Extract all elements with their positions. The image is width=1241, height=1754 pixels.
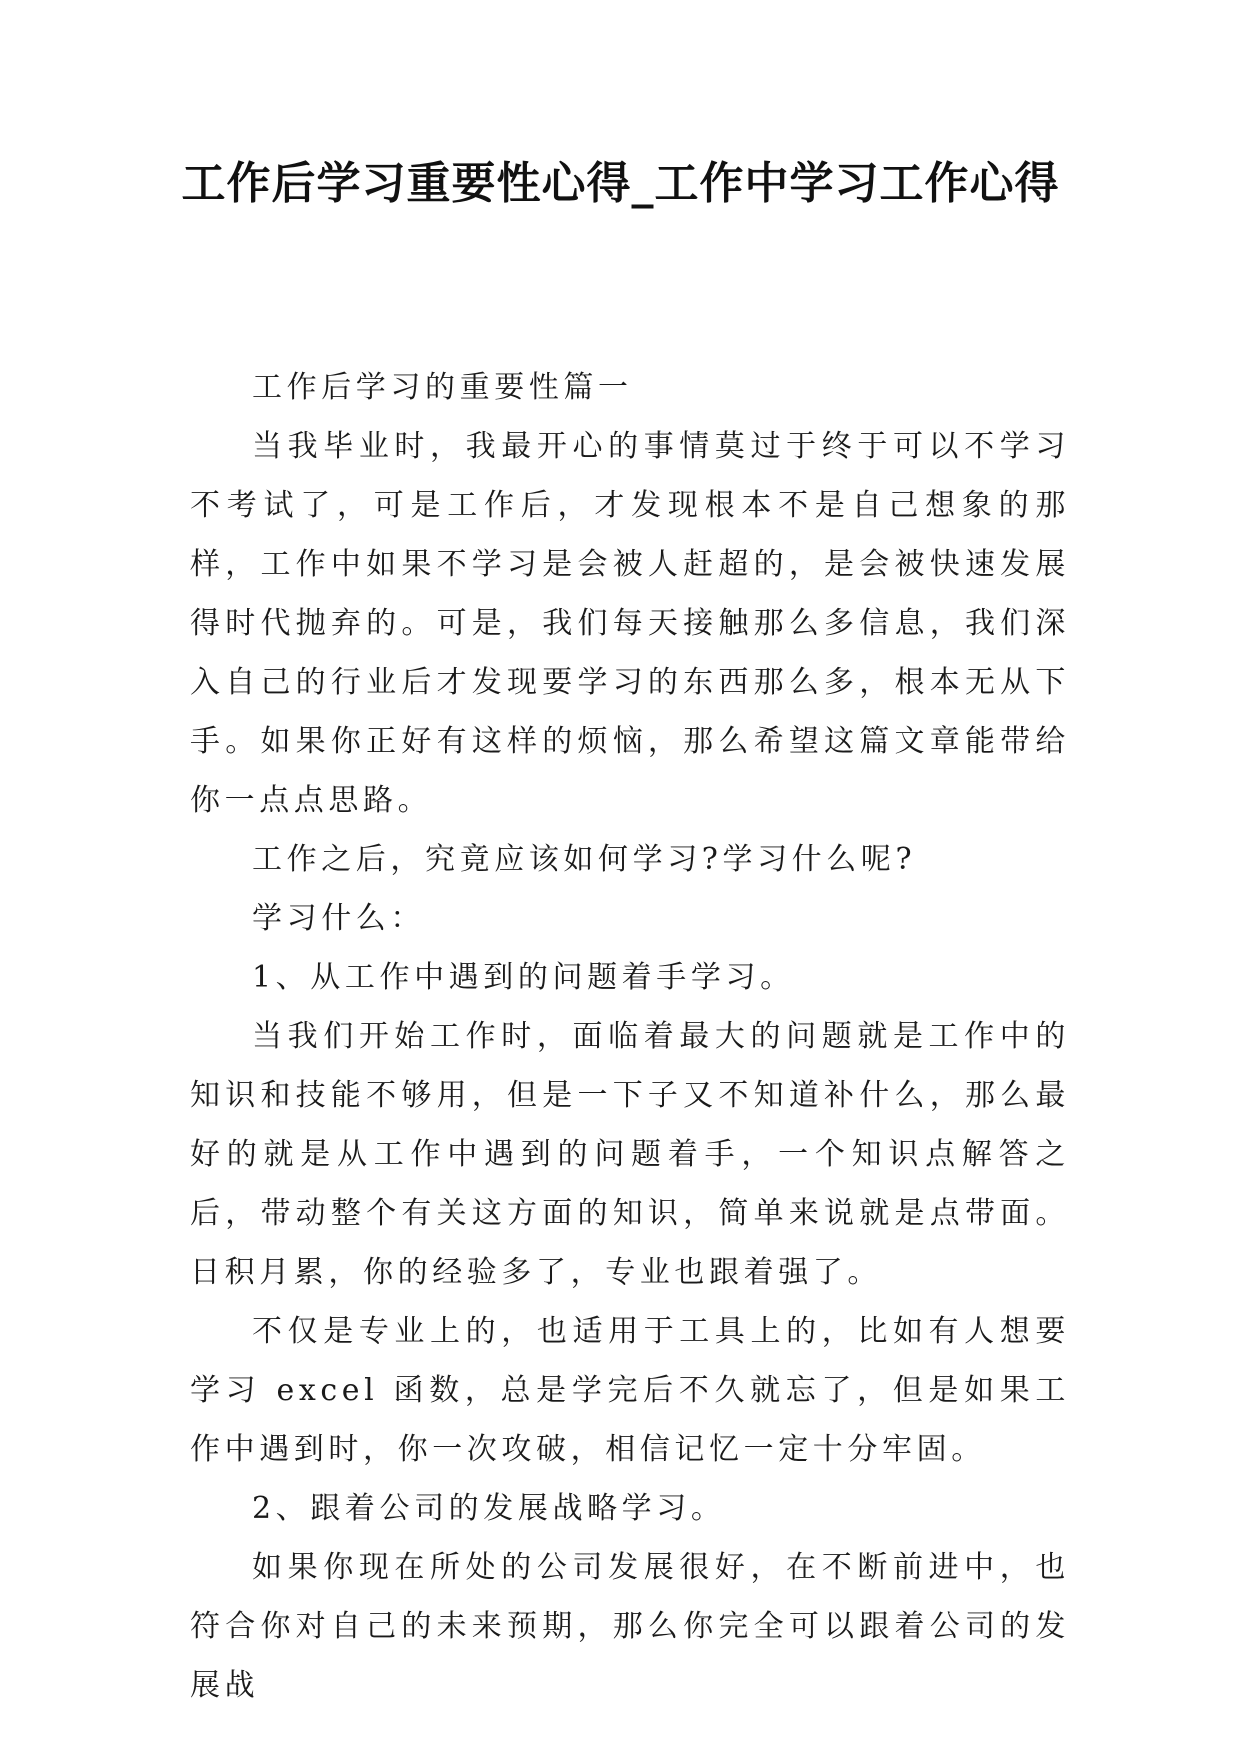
paragraph: 工作之后，究竟应该如何学习?学习什么呢? (252, 842, 917, 877)
paragraph: 不仅是专业上的，也适用于工具上的，比如有人想要学习 excel 函数，总是学完后不久就忘了，但是如果工作中遇到时，你一次攻破，相信记忆一定十分牢固。 (190, 1314, 1070, 1467)
list-heading: 1、从工作中遇到的问题着手学习。 (252, 960, 795, 995)
document-body (190, 358, 1070, 1715)
section-heading: 工作后学习的重要性篇一 (252, 370, 633, 405)
paragraph: 当我毕业时，我最开心的事情莫过于终于可以不学习不考试了，可是工作后，才发现根本不是自己想象的那样，工作中如果不学习是会被人赶超的，是会被快速发展得时代抛弃的。可是，我们每天接触那么多信息，我们深入自己的行业后才发现要学习的东西那么多，根本无从下手。如果你正好有这样的烦恼，那么希望这篇文章能带给你一点点思路。 (190, 429, 1070, 818)
paragraph: 学习什么： (252, 901, 425, 936)
paragraph: 当我们开始工作时，面临着最大的问题就是工作中的知识和技能不够用，但是一下子又不知道补什么，那么最好的就是从工作中遇到的问题着手，一个知识点解答之后，带动整个有关这方面的知识，简单来说就是点带面。日积月累，你的经验多了，专业也跟着强了。 (190, 1019, 1070, 1290)
document-title: 工作后学习重要性心得_工作中学习工作心得 (181, 158, 1060, 209)
paragraph: 如果你现在所处的公司发展很好，在不断前进中，也符合你对自己的未来预期，那么你完全可以跟着公司的发展战 (190, 1550, 1070, 1703)
list-heading: 2、跟着公司的发展战略学习。 (252, 1491, 726, 1526)
